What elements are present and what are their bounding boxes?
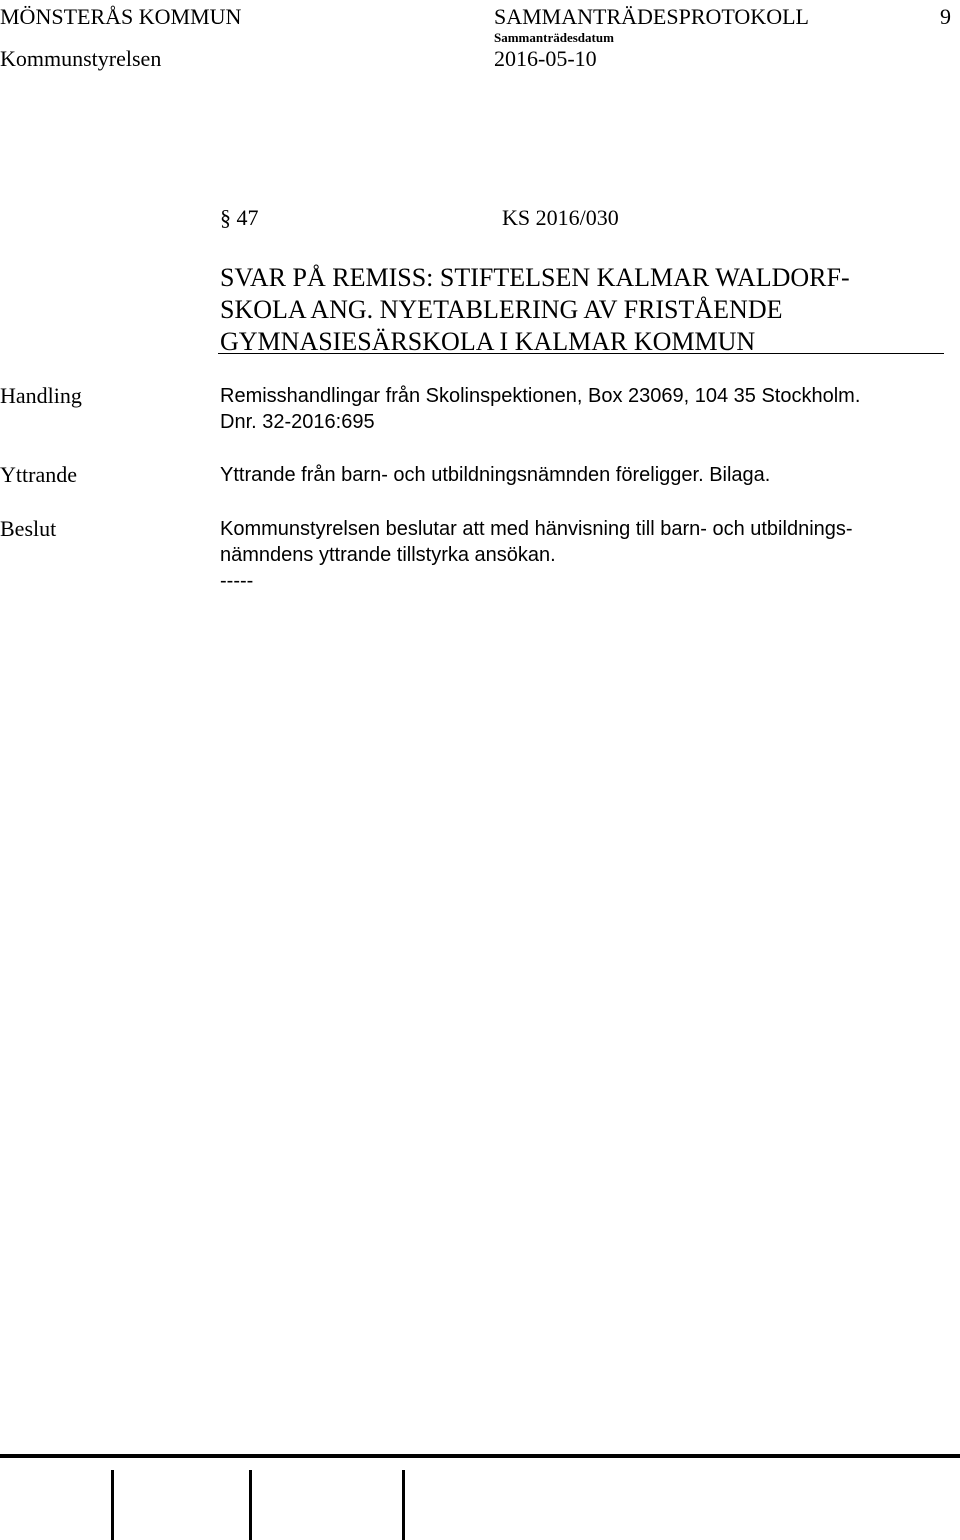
meeting-date: 2016-05-10 xyxy=(494,46,597,71)
title-underline xyxy=(218,353,944,354)
yttrande-line: Yttrande från barn- och utbildningsnämnden föreligger. Bilaga. xyxy=(220,464,771,486)
signature-divider xyxy=(402,1470,405,1540)
handling-line: Dnr. 32-2016:695 xyxy=(220,411,375,433)
signature-divider xyxy=(249,1470,252,1540)
paragraph-number: § 47 xyxy=(220,205,259,230)
beslut-line: nämndens yttrande tillstyrka ansökan. xyxy=(220,544,556,566)
footer-rule xyxy=(0,1454,960,1458)
date-label: Sammanträdesdatum xyxy=(494,30,614,45)
signature-divider xyxy=(111,1470,114,1540)
document-type: SAMMANTRÄDESPROTOKOLL xyxy=(494,4,809,29)
department-name: Kommunstyrelsen xyxy=(0,46,162,71)
end-marker: ----- xyxy=(220,570,254,592)
page-title xyxy=(220,262,850,358)
page-number: 9 xyxy=(940,4,951,29)
beslut-line: Kommunstyrelsen beslutar att med hänvisning till barn- och utbildnings- xyxy=(220,518,853,540)
yttrande-text xyxy=(220,462,960,488)
beslut-label: Beslut xyxy=(0,516,57,541)
title-line: SKOLA ANG. NYETABLERING AV FRISTÅENDE xyxy=(220,295,783,324)
title-line: GYMNASIESÄRSKOLA I KALMAR KOMMUN xyxy=(220,327,756,356)
yttrande-label: Yttrande xyxy=(0,462,77,487)
handling-label: Handling xyxy=(0,383,82,408)
title-line: SVAR PÅ REMISS: STIFTELSEN KALMAR WALDORF- xyxy=(220,263,850,292)
beslut-text xyxy=(220,516,960,594)
handling-text xyxy=(220,383,960,435)
handling-line: Remisshandlingar från Skolinspektionen, Box 23069, 104 35 Stockholm. xyxy=(220,385,861,407)
case-number: KS 2016/030 xyxy=(502,205,619,230)
organization-name: MÖNSTERÅS KOMMUN xyxy=(0,4,242,29)
